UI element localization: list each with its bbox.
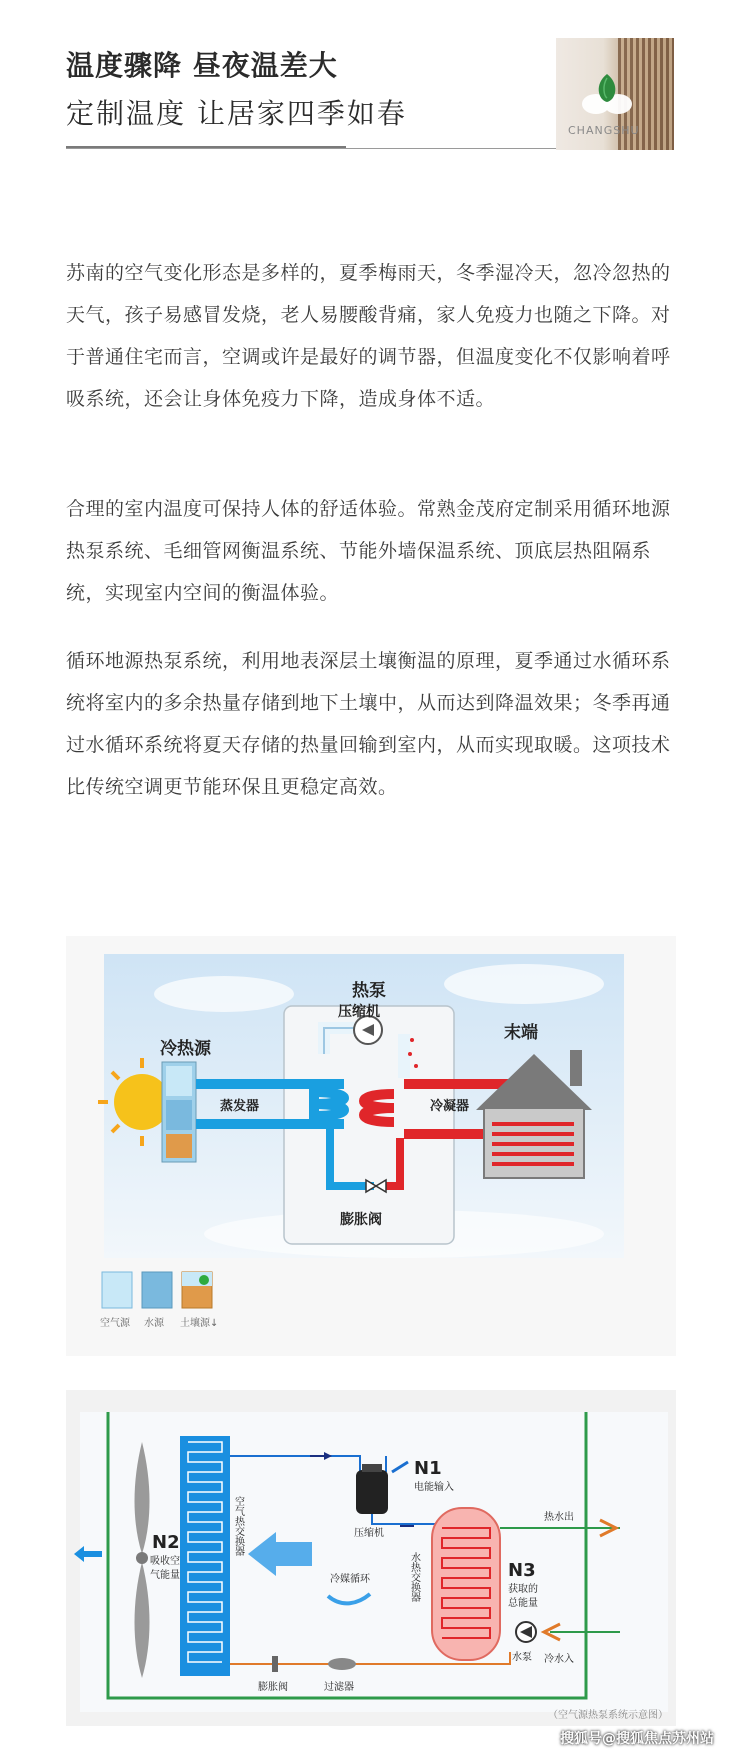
label-n3-desc1: 获取的	[508, 1584, 538, 1595]
label-hot-out: 热水出	[544, 1512, 574, 1523]
legend-air: 空气源	[100, 1318, 130, 1329]
label-condenser: 冷凝器	[430, 1099, 470, 1114]
fan-icon	[135, 1442, 150, 1678]
label-compressor: 压缩机	[338, 1004, 380, 1020]
label-n1-desc: 电能输入	[414, 1482, 454, 1493]
label-n3: N3	[508, 1560, 536, 1581]
label-n2-desc1: 吸收空	[150, 1556, 180, 1567]
diagram-caption: （空气源热泵系统示意图）	[548, 1710, 668, 1721]
label-heat-pump: 热泵	[352, 981, 386, 1001]
label-water-exchanger: 水热交换器	[408, 1552, 420, 1602]
page-title: 温度骤降 昼夜温差大	[66, 49, 338, 82]
heat-pump-diagram	[100, 954, 624, 1344]
paragraph-heat-pump: 循环地源热泵系统，利用地表深层土壤衡温的原理，夏季通过水循环系统将室内的多余热量存储到地下土壤中，从而达到降温效果；冬季再通过水循环系统将夏天存储的热量回输到室内，从而实现取暖。这项技术比传统空调更节能环保且更稳定高效。	[66, 650, 671, 798]
label-cold-in: 冷水入	[544, 1654, 574, 1665]
header-accent-line	[66, 146, 346, 148]
legend-water: 水源	[144, 1318, 164, 1329]
brand-logo	[556, 38, 674, 150]
paragraph-systems: 合理的室内温度可保持人体的舒适体验。常熟金茂府定制采用循环地源热泵系统、毛细管网衡温系统、节能外墙保温系统、顶底层热阻隔系统，实现室内空间的衡温体验。	[66, 498, 671, 604]
label-air-exchanger: 空气热交换器	[232, 1496, 244, 1556]
air-source-heat-pump-diagram	[80, 1412, 668, 1712]
label-n1: N1	[414, 1458, 442, 1479]
watermark: 搜狐号@搜狐焦点苏州站	[560, 1731, 714, 1747]
logo-text: CHANGSHU	[568, 124, 640, 137]
label-expansion-valve-2: 膨胀阀	[258, 1682, 288, 1693]
label-n3-desc2: 总能量	[508, 1598, 538, 1609]
label-n2: N2	[152, 1532, 180, 1553]
label-pump: 水泵	[512, 1652, 532, 1663]
label-compressor-2: 压缩机	[354, 1528, 384, 1539]
label-expansion-valve: 膨胀阀	[340, 1212, 382, 1228]
legend-soil: 土壤源↓	[180, 1318, 219, 1329]
label-refrigerant: 冷媒循环	[330, 1574, 370, 1585]
label-source: 冷热源	[160, 1039, 211, 1059]
label-filter: 过滤器	[324, 1682, 354, 1693]
label-n2-desc2: 气能量	[150, 1570, 180, 1581]
label-terminal: 末端	[504, 1023, 538, 1043]
label-evaporator: 蒸发器	[220, 1099, 260, 1114]
paragraph-climate: 苏南的空气变化形态是多样的，夏季梅雨天，冬季湿冷天，忽冷忽热的天气，孩子易感冒发烧，老人易腰酸背痛，家人免疫力也随之下降。对于普通住宅而言，空调或许是最好的调节器，但温度变化不仅影响着呼吸系统，还会让身体免疫力下降，造成身体不适。	[66, 262, 671, 410]
page-subtitle: 定制温度 让居家四季如春	[66, 97, 407, 130]
